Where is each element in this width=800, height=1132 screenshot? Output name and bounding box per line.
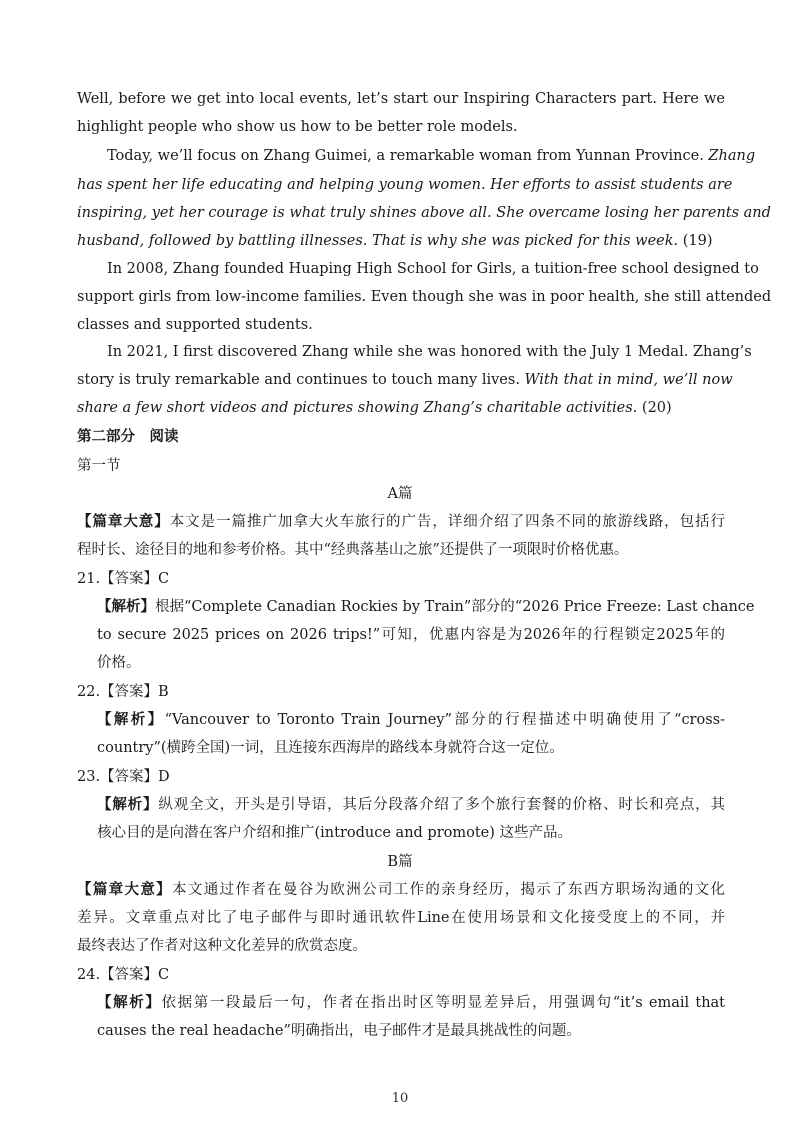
passage-p3-line1: In 2008, Zhang founded Huaping High School for Girls, a tuition-free school designed to [107, 261, 759, 277]
explanation-tag: 【解析】 [97, 711, 165, 728]
passage-b-title: B篇 [387, 854, 413, 870]
q23-explanation-text1: 纵观全文，开头是引导语，其后分段落介绍了多个旅行套餐的价格、时长和亮点，其 [158, 797, 726, 813]
q24-explanation-line1 [97, 993, 725, 1013]
question-number-20: (20) [637, 400, 672, 416]
passage-p4-line2 [77, 370, 733, 390]
passage-p2-line4-italic: husband, followed by battling illnesses. That is why she was picked for this week. [77, 233, 679, 249]
summary-tag: 【篇章大意】 [77, 513, 170, 530]
passage-p2-line3: inspiring, yet her courage is what truly shines above all. She overcame losing her parents and [77, 205, 771, 221]
q21-explanation-line3: 价格。 [97, 655, 141, 671]
q23-explanation-line1 [97, 795, 725, 815]
question-number-19: (19) [678, 233, 713, 249]
q21-explanation-text1: 根据“Complete Canadian Rockies by Train”部分的“2026 Price Freeze: Last chance [155, 599, 755, 615]
explanation-tag: 【解析】 [97, 994, 162, 1011]
q24-answer: 24.【答案】C [77, 967, 170, 983]
summary-tag: 【篇章大意】 [77, 881, 173, 898]
q21-explanation-line1 [97, 597, 755, 617]
passage-a-title: A篇 [387, 486, 413, 502]
q22-explanation-line2: country”(横跨全国)一词，且连接东西海岸的路线本身就符合这一定位。 [97, 740, 564, 756]
passage-a-summary-line2: 程时长、途径目的地和参考价格。其中“经典落基山之旅”还提供了一项限时价格优惠。 [77, 542, 629, 558]
q24-explanation-line2: causes the real headache”明确指出，电子邮件才是最具挑战性的问题。 [97, 1023, 581, 1039]
passage-p4-line2-plain: story is truly remarkable and continues to touch many lives. [77, 372, 525, 388]
explanation-tag: 【解析】 [97, 598, 155, 615]
passage-p2-line1-plain: Today, we’ll focus on Zhang Guimei, a remarkable woman from Yunnan Province. [107, 148, 709, 164]
q22-explanation-text1: “Vancouver to Toronto Train Journey”部分的行程描述中明确使用了“cross- [164, 712, 726, 728]
passage-p3-line2: support girls from low-income families. Even though she was in poor health, she still attended [77, 289, 772, 305]
passage-b-summary-line1 [77, 880, 725, 900]
part2-heading: 第二部分 阅读 [77, 428, 179, 445]
q22-answer: 22.【答案】B [77, 684, 169, 700]
page-number: 10 [391, 1091, 409, 1106]
q21-explanation-line2: to secure 2025 prices on 2026 trips!”可知，优惠内容是为2026年的行程锁定2025年的 [97, 627, 725, 643]
q23-explanation-line2: 核心目的是向潜在客户介绍和推广(introduce and promote) 这些产品。 [97, 825, 573, 841]
passage-a-summary-line1 [77, 512, 725, 532]
passage-a-summary-text1: 本文是一篇推广加拿大火车旅行的广告，详细介绍了四条不同的旅游线路，包括行 [169, 514, 726, 530]
passage-p1-line1: Well, before we get into local events, let’s start our Inspiring Characters part. Here we [77, 91, 725, 107]
passage-b-summary-text1: 本文通过作者在曼谷为欧洲公司工作的亲身经历，揭示了东西方职场沟通的文化 [172, 882, 726, 898]
q22-explanation-line1 [97, 710, 725, 730]
passage-p4-line2-italic: With that in mind, we’ll now [524, 372, 733, 388]
passage-b-summary-line2: 差异。文章重点对比了电子邮件与即时通讯软件Line在使用场景和文化接受度上的不同，并 [77, 910, 725, 926]
explanation-tag: 【解析】 [97, 796, 159, 813]
q24-explanation-text1: 依据第一段最后一句，作者在指出时区等明显差异后，用强调句“it’s email that [161, 995, 726, 1011]
passage-p2-line1 [107, 146, 756, 166]
passage-p1-line2: highlight people who show us how to be better role models. [77, 119, 518, 135]
passage-b-summary-line3: 最终表达了作者对这种文化差异的欣赏态度。 [77, 938, 367, 954]
passage-p2-line2: has spent her life educating and helping young women. Her efforts to assist students are [77, 177, 733, 193]
q23-answer: 23.【答案】D [77, 769, 170, 785]
passage-p4-line3 [77, 398, 725, 418]
passage-p2-line4 [77, 231, 725, 251]
passage-p4-line3-italic: share a few short videos and pictures showing Zhang’s charitable activities. [77, 400, 638, 416]
passage-p4-line1: In 2021, I first discovered Zhang while she was honored with the July 1 Medal. Zhang’s [107, 344, 752, 360]
passage-p2-line1-italic: Zhang [708, 148, 756, 164]
q21-answer: 21.【答案】C [77, 571, 170, 587]
section1-heading: 第一节 [77, 458, 121, 474]
passage-p3-line3: classes and supported students. [77, 317, 313, 333]
